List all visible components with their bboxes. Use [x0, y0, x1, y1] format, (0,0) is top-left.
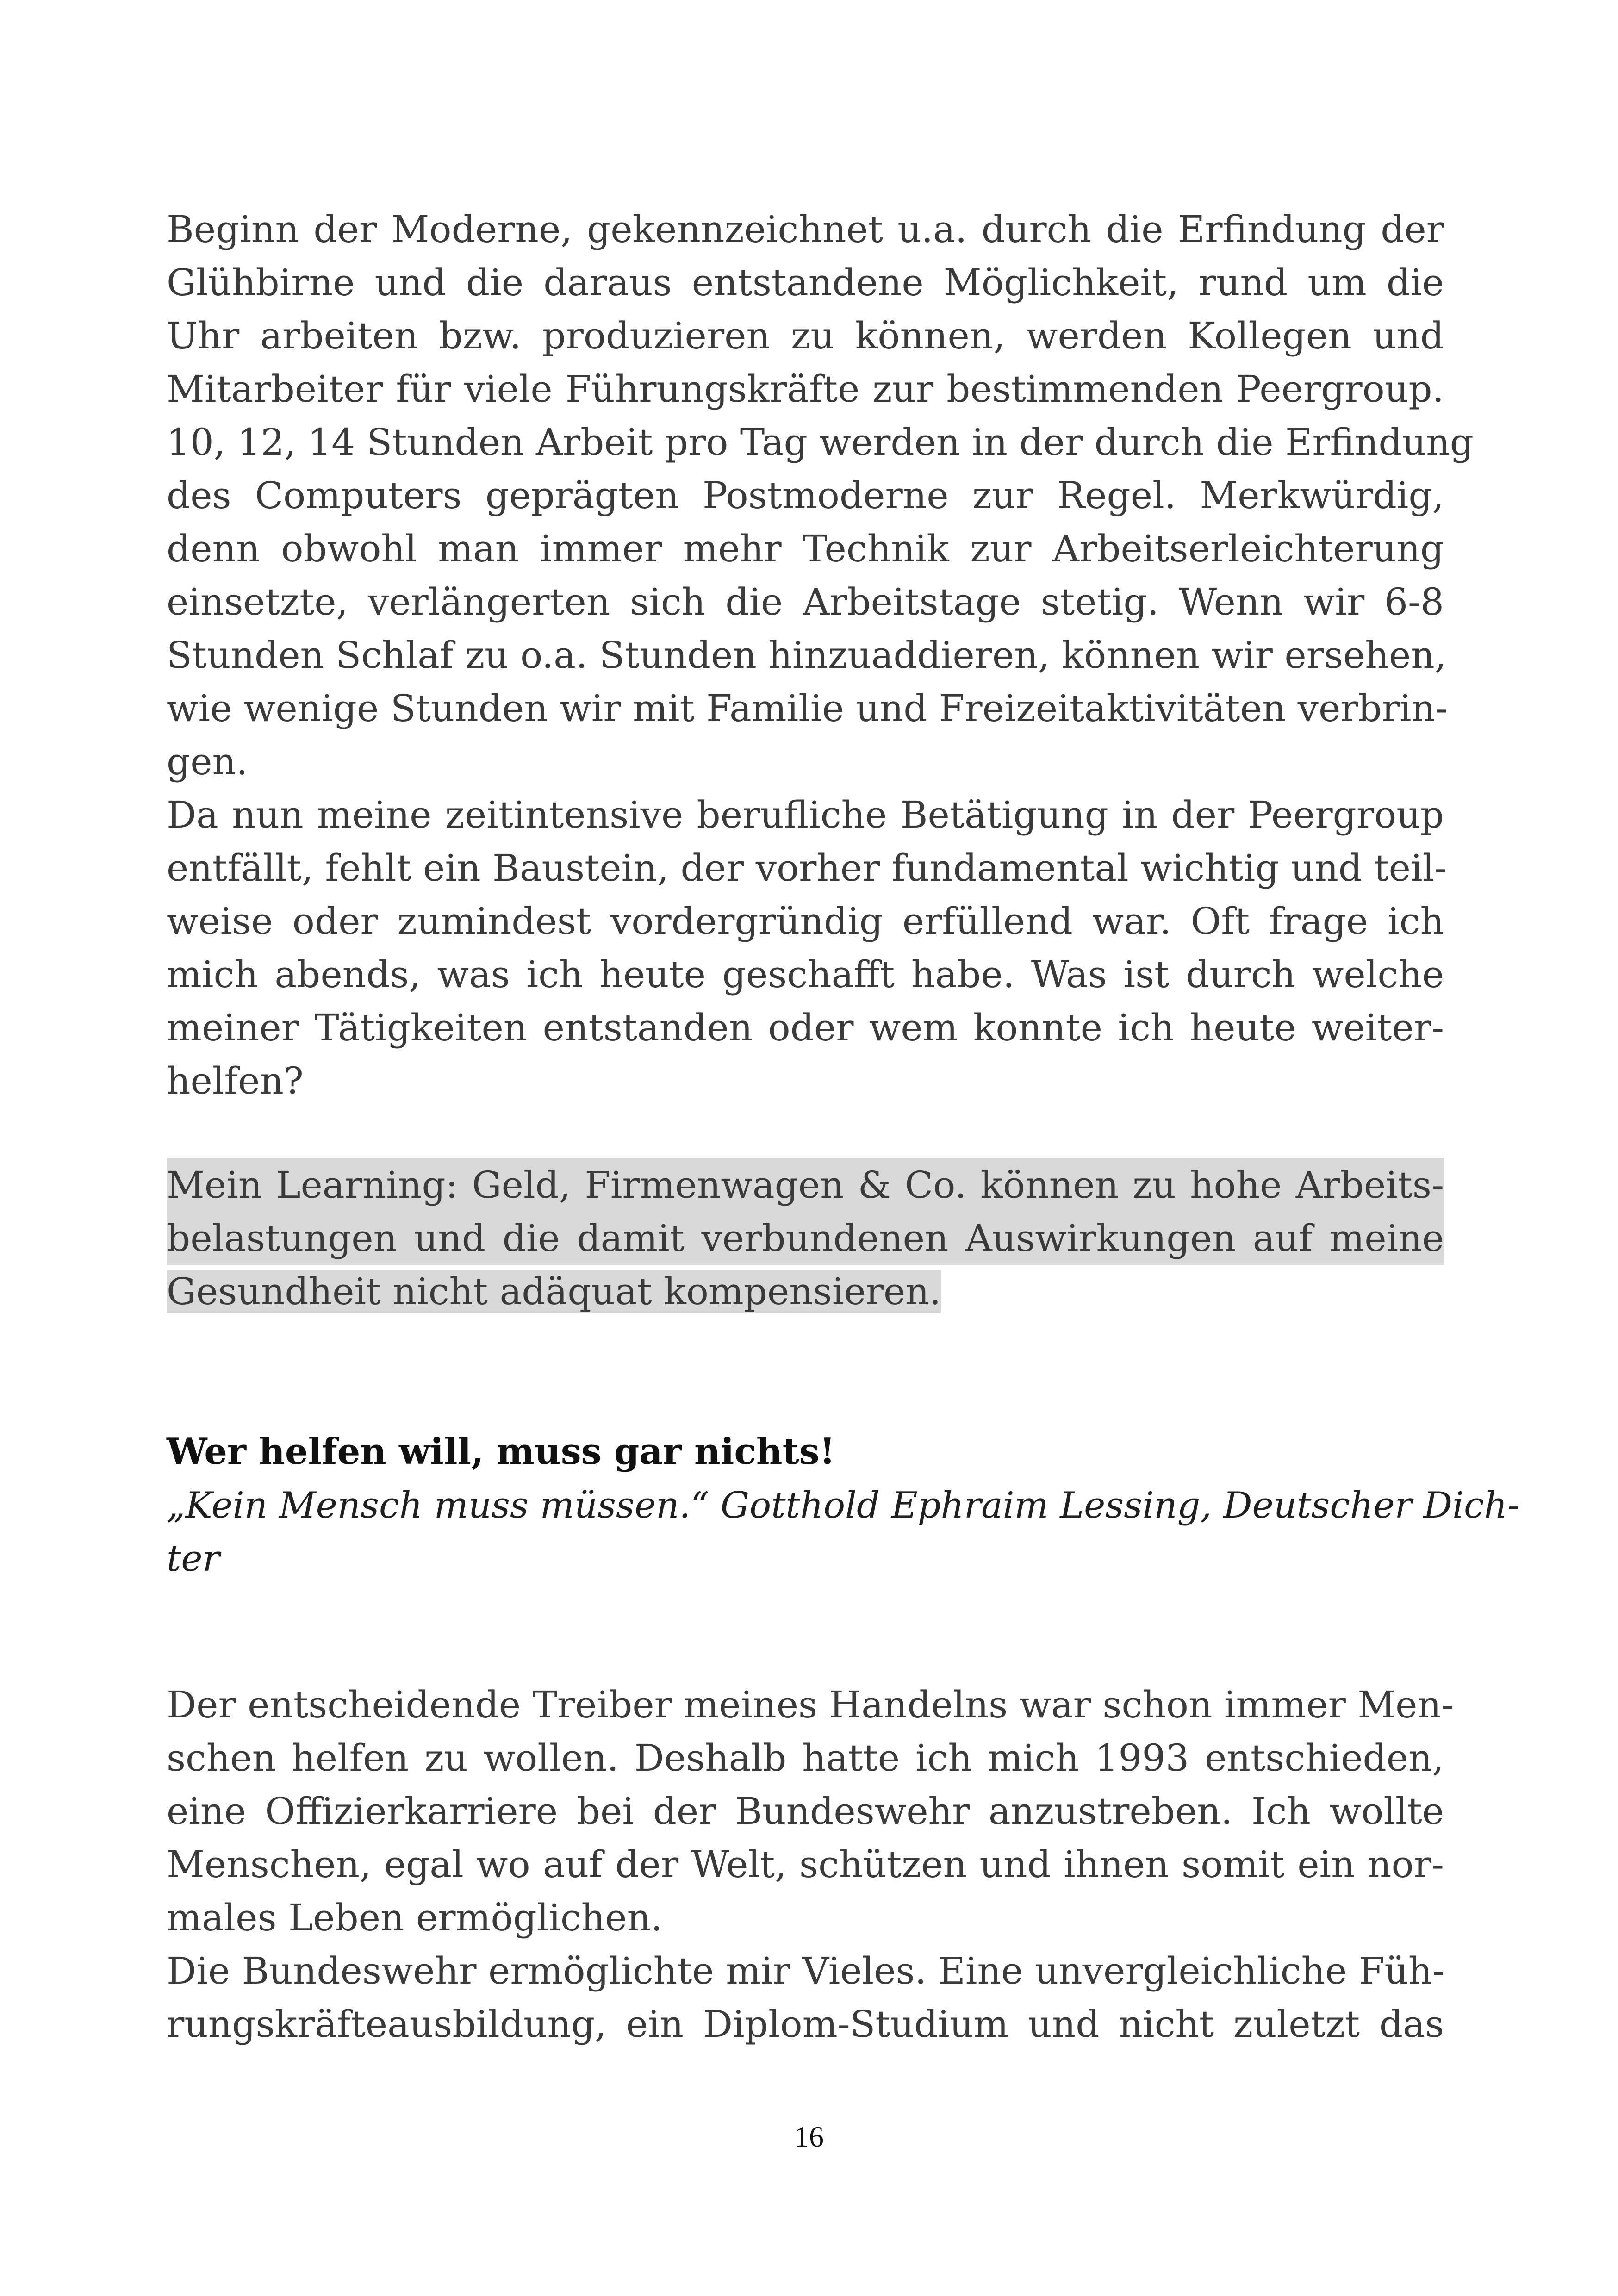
paragraph-moderne — [167, 203, 1474, 1108]
highlighted-text: Gesundheit nicht adäquat kompensieren. — [167, 1270, 941, 1313]
quote-line: „Kein Mensch muss müssen.“ Gotthold Ephraim Lessing, Deutscher Dich- — [167, 1485, 1520, 1526]
text-line: gen. — [167, 740, 248, 783]
text-line: Mitarbeiter für viele Führungskräfte zur bestimmenden Peergroup. — [167, 367, 1444, 411]
page-number: 16 — [794, 2120, 824, 2153]
page-content — [167, 203, 1520, 2051]
highlighted-line-last — [167, 1265, 1444, 1318]
text-line: 10, 12, 14 Stunden Arbeit pro Tag werden in der durch die Erfindung — [167, 421, 1474, 464]
quote-line: ter — [167, 1538, 220, 1580]
text-line: einsetzte, verlängerten sich die Arbeitstage stetig. Wenn wir 6-8 — [167, 580, 1444, 623]
text-line: eine Offizierkarriere bei der Bundeswehr anzustreben. Ich wollte — [167, 1790, 1444, 1833]
epigraph-quote — [167, 1479, 1520, 1586]
text-line: Stunden Schlaf zu o.a. Stunden hinzuaddieren, können wir ersehen, — [167, 634, 1447, 677]
text-line: Da nun meine zeitintensive berufliche Betätigung in der Peergroup — [167, 793, 1444, 836]
highlighted-line: belastungen und die damit verbundenen Auswirkungen auf meine — [167, 1212, 1444, 1265]
text-line: denn obwohl man immer mehr Technik zur Arbeitserleichterung — [167, 527, 1444, 570]
section-heading: Wer helfen will, muss gar nichts! — [167, 1431, 835, 1473]
text-line: Uhr arbeiten bzw. produzieren zu können, werden Kollegen und — [167, 314, 1444, 357]
text-line: entfällt, fehlt ein Baustein, der vorher fundamental wichtig und teil- — [167, 846, 1447, 890]
text-line: Glühbirne und die daraus entstandene Möglichkeit, rund um die — [167, 261, 1444, 304]
text-line: helfen? — [167, 1059, 304, 1102]
highlighted-line: Mein Learning: Geld, Firmenwagen & Co. können zu hohe Arbeits- — [167, 1158, 1444, 1212]
text-line: rungskräfteausbildung, ein Diplom-Studium und nicht zuletzt das — [167, 2003, 1444, 2046]
text-line: schen helfen zu wollen. Deshalb hatte ich mich 1993 entschieden, — [167, 1736, 1444, 1780]
text-line: des Computers geprägten Postmoderne zur Regel. Merkwürdig, — [167, 474, 1444, 517]
text-line: weise oder zumindest vordergründig erfüllend war. Oft frage ich — [167, 900, 1444, 943]
text-line: males Leben ermöglichen. — [167, 1896, 663, 1939]
text-line: Beginn der Moderne, gekennzeichnet u.a. durch die Erfindung der — [167, 208, 1444, 251]
text-line: Der entscheidende Treiber meines Handelns war schon immer Men- — [167, 1683, 1454, 1726]
text-line: mich abends, was ich heute geschafft habe. Was ist durch welche — [167, 953, 1444, 996]
learning-highlight — [167, 1158, 1444, 1318]
text-line: wie wenige Stunden wir mit Familie und Freizeitaktivitäten verbrin- — [167, 687, 1448, 730]
text-line: meiner Tätigkeiten entstanden oder wem konnte ich heute weiter- — [167, 1006, 1444, 1049]
text-line: Die Bundeswehr ermöglichte mir Vieles. Eine unvergleichliche Füh- — [167, 1949, 1445, 1992]
text-line: Menschen, egal wo auf der Welt, schützen und ihnen somit ein nor- — [167, 1843, 1444, 1886]
paragraph-bundeswehr — [167, 1678, 1454, 2051]
